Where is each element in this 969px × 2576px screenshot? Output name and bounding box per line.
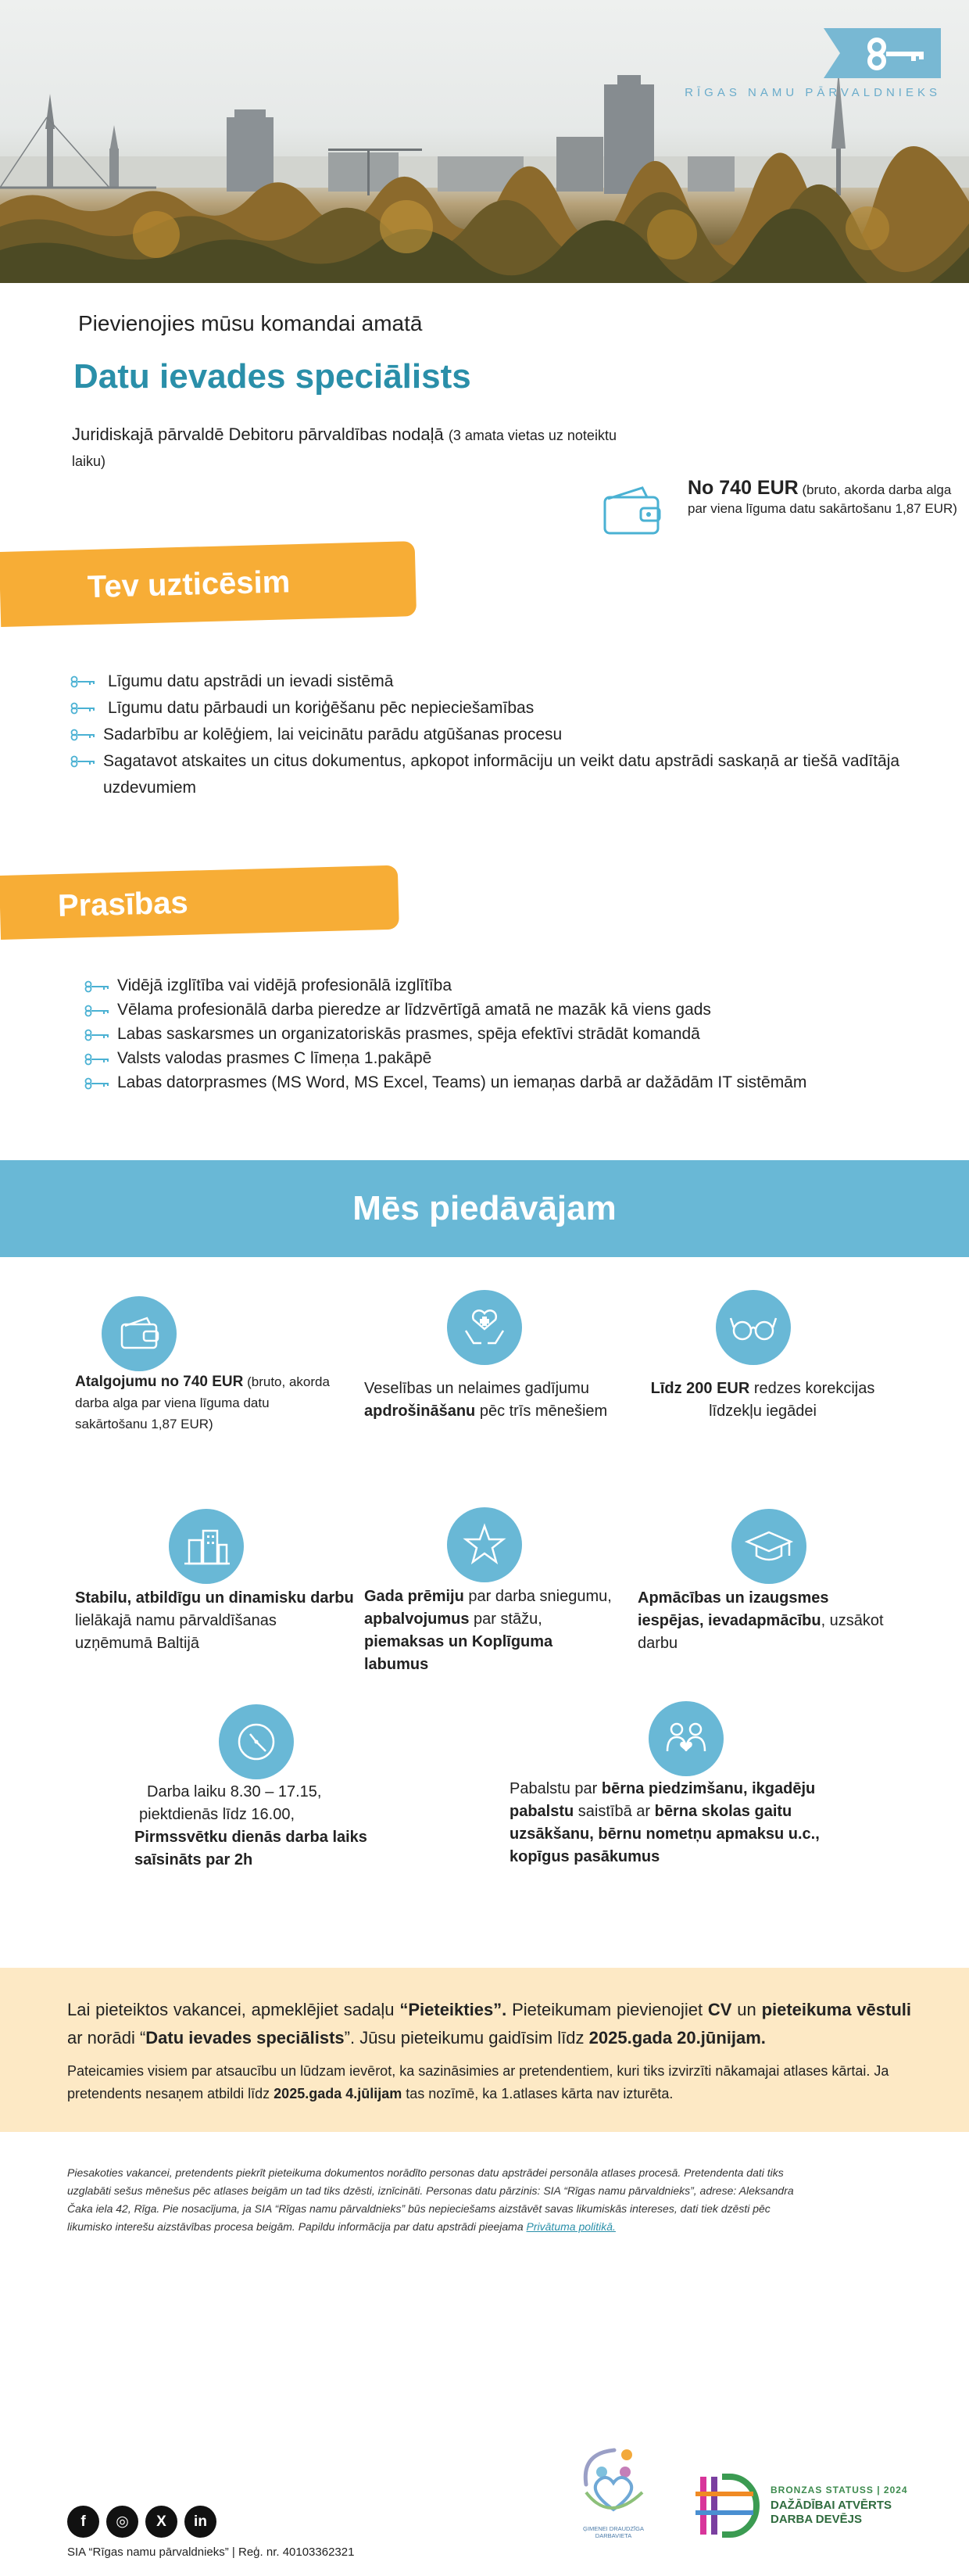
section-heading-trust: Tev uzticēsim <box>0 541 417 627</box>
hero-image <box>0 0 969 283</box>
selection-note: Pateicamies visiem par atsaucību un lūdzam ievērot, ka sazināsimies ar pretendentiem, kuri tiks izvirzīti nākamajai atlases kārtai. Ja pretendents nesaņem atbildi līdz 2025.gada 4.jūlijam tas nozīmē, ka 1.atlases kārta nav izturēta. <box>67 2063 889 2101</box>
key-bullet-icon <box>70 755 97 768</box>
benefit-stable-job-text: Stabilu, atbildīgu un dinamisku darbu lielākajā namu pārvaldīšanas uzņēmumā Baltijā <box>75 1589 354 1652</box>
benefit-bonus-text: Gada prēmiju par darba sniegumu, apbalvojumus par stāžu, piemaksas un Koplīguma labumus <box>364 1588 612 1673</box>
key-logo-icon <box>824 28 941 78</box>
trust-list <box>70 668 914 801</box>
benefit-glasses-text: Līdz 200 EUR redzes korekcijas līdzekļu iegādei <box>650 1380 875 1420</box>
key-bullet-icon <box>84 1005 111 1017</box>
apply-text: Lai pieteiktos vakancei, apmeklējiet sadaļu “Pieteikties”. Pieteikumam pievienojiet CV un pieteikuma vēstuli ar norādi “Datu ievades speciālists”. Jūsu pieteikumu gaidīsim līdz 2025.gada 20.jūnijam. <box>67 2000 911 2048</box>
list-item: Valsts valodas prasmes C līmeņa 1.pakāpē <box>84 1046 928 1070</box>
family-friendly-icon <box>570 2438 656 2524</box>
key-bullet-icon <box>84 980 111 993</box>
diversity-text: DAŽĀDĪBAI ATVĒRTS DARBA DEVĒJS <box>771 2499 892 2526</box>
facebook-icon[interactable]: f <box>67 2506 99 2538</box>
key-bullet-icon <box>70 675 97 688</box>
salary-detail: (bruto, akorda darba alga par viena līguma datu sakārtošanu 1,87 EUR) <box>688 482 957 516</box>
list-item: Līgumu datu apstrādi un ievadi sistēmā <box>70 668 914 695</box>
brand-name: RĪGAS NAMU PĀRVALDNIEKS <box>685 86 941 99</box>
benefit-family-support <box>510 1701 885 1889</box>
benefit-training <box>638 1509 903 1681</box>
salary-text <box>688 478 957 518</box>
department-main: Juridiskajā pārvaldē Debitoru pārvaldības nodaļā <box>72 425 449 444</box>
list-item: Vidējā izglītība vai vidējā profesionālā izglītība <box>84 973 928 998</box>
family-icon <box>649 1701 724 1776</box>
benefit-insurance-text: Veselības un nelaimes gadījumu apdrošināšanu pēc trīs mēnešiem <box>364 1380 608 1420</box>
job-title: Datu ievades speciālists <box>73 357 471 396</box>
family-friendly-logo <box>570 2438 656 2539</box>
benefit-salary-text: Atalgojumu no 740 EUR (bruto, akorda darba alga par viena līguma datu sakārtošanu 1,87 EUR) <box>75 1374 330 1431</box>
benefit-family-support-text: Pabalstu par bērna piedzimšanu, ikgadēju pabalstu saistībā ar bērna skolas gaitu uzsākšanu, bērnu nometņu apmaksu u.c., kopīgus pasākumus <box>510 1780 820 1865</box>
key-bullet-icon <box>84 1077 111 1090</box>
glasses-icon <box>716 1290 791 1365</box>
section-heading-offer: Mēs piedāvājam <box>0 1160 969 1257</box>
clock-icon <box>219 1704 294 1779</box>
list-item: Labas datorprasmes (MS Word, MS Excel, Teams) un iemaņas darbā ar dažādām IT sistēmām <box>84 1070 928 1095</box>
privacy-notice: Piesakoties vakancei, pretendents piekrīt pieteikuma dokumentos norādīto personas datu apstrādei personāla atlases procesā. Pretendenta dati tiks uzglabāti sešus mēnešus pēc atlases beigām un tad tiks dzēsti, iznīcināti. Personas datu pārzinis: SIA “Rīgas namu pārvaldnieks”, adrese: Aleksandra Čaka iela 42, Rīga. Pie nosacījuma, ja SIA “Rīgas namu pārvaldnieks” būs nepieciešams aizstāvēt savas likumiskās intereses, dati tiek dzēsti pēc likumisko interešu aizstāvības procesa beigām. Papildu informācija par datu apstrādi pieejama Privātuma politikā. <box>67 2166 794 2233</box>
key-bullet-icon <box>84 1053 111 1066</box>
list-item: Līgumu datu pārbaudi un koriģēšanu pēc nepieciešamības <box>70 695 914 722</box>
wallet-icon <box>102 1296 177 1371</box>
list-item: Sadarbību ar kolēģiem, lai veicinātu parādu atgūšanas procesu <box>70 722 914 748</box>
company-logo <box>685 23 941 102</box>
benefit-training-text: Apmācības un izaugsmes iespējas, ievadapmācību, uzsākot darbu <box>638 1589 884 1652</box>
benefit-salary <box>75 1296 341 1453</box>
join-text: Pievienojies mūsu komandai amatā <box>78 311 423 335</box>
list-item: Labas saskarsmes un organizatoriskās prasmes, spēja efektīvi strādāt komandā <box>84 1022 928 1046</box>
requirements-list <box>84 973 928 1095</box>
star-icon <box>447 1507 522 1582</box>
social-links <box>67 2506 216 2538</box>
apply-link-label[interactable]: “Pieteikties”. <box>399 2000 507 2019</box>
key-bullet-icon <box>84 1029 111 1041</box>
family-friendly-text: ĢIMENEI DRAUDZĪGA DARBAVIETA <box>583 2525 644 2539</box>
benefit-glasses <box>638 1290 903 1446</box>
apply-instructions <box>0 1968 969 2132</box>
diversity-logo <box>694 2470 928 2541</box>
x-twitter-icon[interactable]: X <box>145 2506 177 2538</box>
list-item: Sagatavot atskaites un citus dokumentus, apkopot informāciju un veikt datu apstrādi saskaņā ar tiešā vadītāja uzdevumiem <box>70 748 914 801</box>
benefit-working-hours-text: Darba laiku 8.30 – 17.15, piektdienās līdz 16.00, Pirmssvētku dienās darba laiks saīsināts par 2h <box>134 1783 367 1868</box>
benefit-working-hours <box>133 1704 399 1892</box>
list-item: Vēlama profesionālā darba pieredze ar līdzvērtīgā amatā ne mazāk kā viens gads <box>84 998 928 1022</box>
department-text <box>72 422 619 474</box>
diversity-icon <box>694 2470 764 2541</box>
department-note: (3 amata vietas uz noteiktu laiku) <box>72 428 617 469</box>
health-hands-icon <box>447 1290 522 1365</box>
privacy-policy-link[interactable]: Privātuma politikā. <box>526 2220 616 2233</box>
status-text: BRONZAS STATUSS | 2024 <box>771 2485 908 2495</box>
benefit-stable-job <box>75 1509 356 1681</box>
wallet-icon <box>602 485 663 536</box>
benefit-insurance <box>364 1290 630 1446</box>
linkedin-icon[interactable]: in <box>184 2506 216 2538</box>
instagram-icon[interactable]: ◎ <box>106 2506 138 2538</box>
graduation-cap-icon <box>731 1509 806 1584</box>
company-info: SIA “Rīgas namu pārvaldnieks” | Reģ. nr. 40103362321 <box>67 2546 355 2559</box>
buildings-icon <box>169 1509 244 1584</box>
section-heading-requirements: Prasības <box>0 865 399 940</box>
key-bullet-icon <box>70 702 97 715</box>
salary-amount: No 740 EUR <box>688 477 799 499</box>
benefit-bonus <box>364 1507 630 1695</box>
key-bullet-icon <box>70 729 97 741</box>
